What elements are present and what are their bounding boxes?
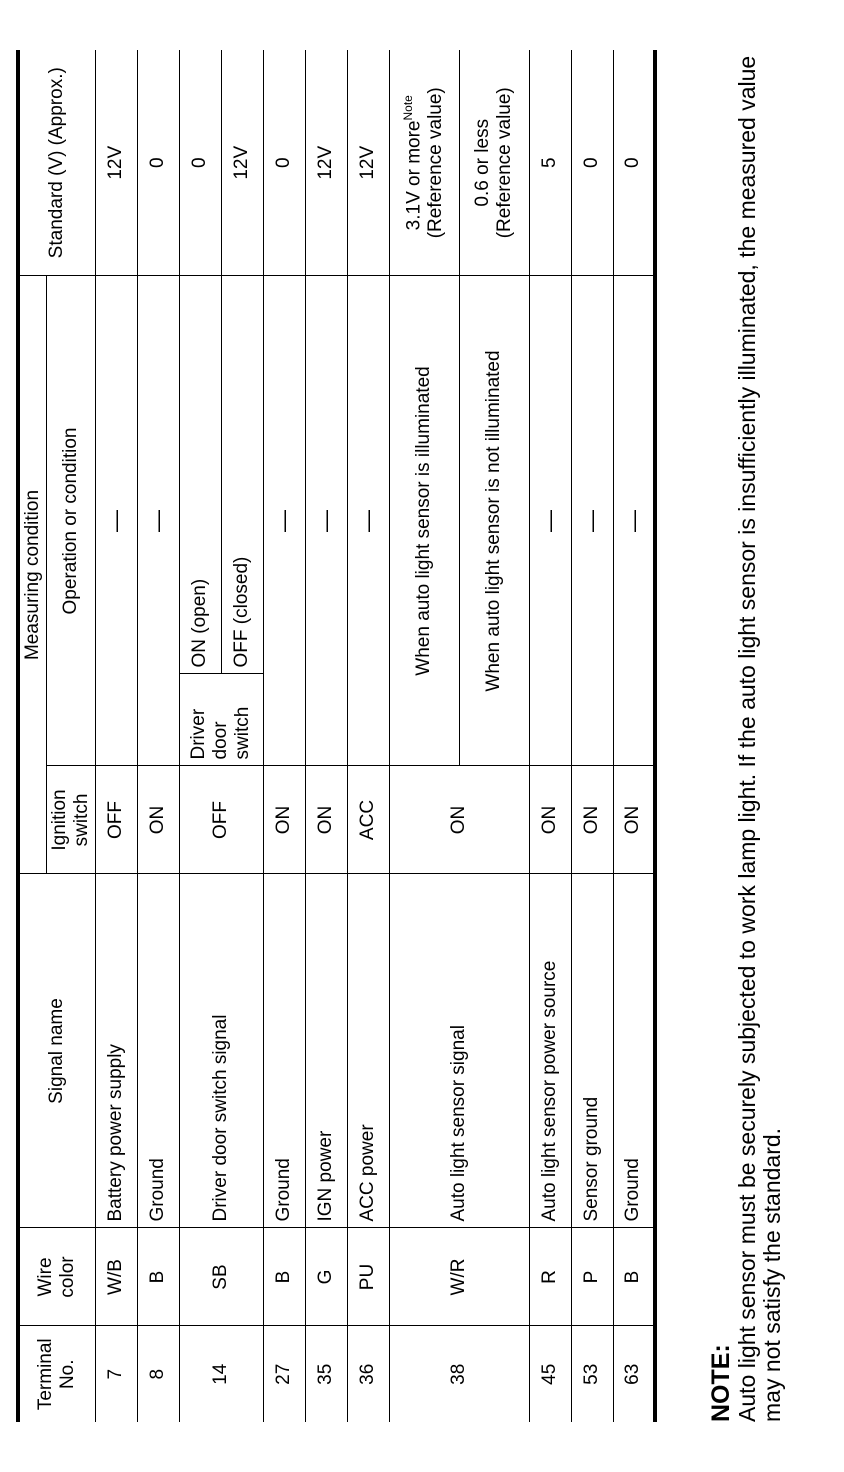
table-row (137, 50, 179, 1422)
wire-cell: B (137, 1228, 179, 1326)
header-terminal-no: Terminal No. (18, 1326, 95, 1422)
wire-cell: PU (347, 1228, 389, 1326)
wire-cell: W/B (95, 1228, 137, 1326)
operation-cell: — (305, 276, 347, 766)
wire-cell: R (529, 1228, 571, 1326)
signal-cell: Ground (137, 874, 179, 1228)
table-row (179, 50, 221, 1422)
reference-value-label: (Reference value) (424, 87, 446, 239)
terminal-cell: 8 (137, 1326, 179, 1422)
header-signal-name: Signal name (18, 874, 95, 1228)
wire-cell: B (263, 1228, 305, 1326)
signal-cell: ACC power (347, 874, 389, 1228)
standard-cell (389, 50, 459, 276)
signal-cell: Auto light sensor power source (529, 874, 571, 1228)
standard-cell: 0 (571, 50, 613, 276)
header-wire-color: Wire color (18, 1228, 95, 1326)
standard-cell: 12V (347, 50, 389, 276)
wire-cell: P (571, 1228, 613, 1326)
signal-cell: Ground (263, 874, 305, 1228)
header-operation-or-condition: Operation or condition (46, 276, 95, 766)
terminal-cell: 7 (95, 1326, 137, 1422)
terminal-cell: 36 (347, 1326, 389, 1422)
operation-cell: When auto light sensor is not illuminated (459, 276, 529, 766)
standard-cell: 0 (179, 50, 221, 276)
note-title: NOTE: (707, 1344, 735, 1422)
wire-cell: SB (179, 1228, 263, 1326)
operation-cell: — (529, 276, 571, 766)
operation-cell: — (571, 276, 613, 766)
header-measuring-condition: Measuring condition (18, 276, 46, 874)
signal-cell: IGN power (305, 874, 347, 1228)
signal-cell: Driver door switch signal (179, 874, 263, 1228)
operation-cell: — (95, 276, 137, 766)
table-row (305, 50, 347, 1422)
standard-cell: 12V (95, 50, 137, 276)
standard-cell (459, 50, 529, 276)
wire-cell: W/R (389, 1228, 529, 1326)
standard-cell: 12V (305, 50, 347, 276)
table-row (529, 50, 571, 1422)
ignition-cell: ON (137, 766, 179, 874)
standard-cell: 5 (529, 50, 571, 276)
operation-cell: — (613, 276, 655, 766)
table-row (95, 50, 137, 1422)
standard-cell: 12V (221, 50, 263, 276)
standard-cell: 0 (137, 50, 179, 276)
terminal-cell: 45 (529, 1326, 571, 1422)
ignition-cell: ON (389, 766, 529, 874)
terminal-spec-table (16, 50, 657, 1422)
terminal-cell: 27 (263, 1326, 305, 1422)
ignition-cell: ON (529, 766, 571, 874)
standard-value: 3.1V or more (402, 120, 424, 231)
note-text: Auto light sensor must be securely subjected to work lamp light. If the auto light sensor is insufficiently illuminated, the measured value may not satisfy the standard. (734, 55, 785, 1422)
operation-cell: — (263, 276, 305, 766)
header-standard: Standard (V) (Approx.) (18, 50, 95, 276)
header-ignition-switch: Ignition switch (46, 766, 95, 874)
ignition-cell: ON (613, 766, 655, 874)
reference-value-label: (Reference value) (494, 87, 516, 239)
table-row (263, 50, 305, 1422)
ignition-cell: ON (263, 766, 305, 874)
standard-cell: 0 (613, 50, 655, 276)
ignition-cell: ACC (347, 766, 389, 874)
signal-cell: Battery power supply (95, 874, 137, 1228)
table-row (613, 50, 655, 1422)
standard-value: 0.6 or less (472, 118, 494, 207)
operation-cell: — (347, 276, 389, 766)
note-block (708, 32, 785, 1422)
terminal-cell: 35 (305, 1326, 347, 1422)
terminal-cell: 38 (389, 1326, 529, 1422)
ignition-cell: OFF (179, 766, 263, 874)
terminal-cell: 63 (613, 1326, 655, 1422)
terminal-cell: 53 (571, 1326, 613, 1422)
signal-cell: Sensor ground (571, 874, 613, 1228)
signal-cell: Auto light sensor signal (389, 874, 529, 1228)
table-row (571, 50, 613, 1422)
note-superscript: Note (400, 95, 415, 121)
signal-cell: Ground (613, 874, 655, 1228)
operation-cell: — (137, 276, 179, 766)
driver-door-switch-label: Driver door switch (179, 674, 263, 766)
wire-cell: B (613, 1228, 655, 1326)
operation-cell: When auto light sensor is illuminated (389, 276, 459, 766)
operation-cell: OFF (closed) (221, 276, 263, 674)
header-row-1 (18, 50, 46, 1422)
terminal-cell: 14 (179, 1326, 263, 1422)
table-row (347, 50, 389, 1422)
table-row (389, 50, 459, 1422)
ignition-cell: ON (305, 766, 347, 874)
operation-cell: ON (open) (179, 276, 221, 674)
ignition-cell: ON (571, 766, 613, 874)
standard-cell: 0 (263, 50, 305, 276)
wire-cell: G (305, 1228, 347, 1326)
ignition-cell: OFF (95, 766, 137, 874)
